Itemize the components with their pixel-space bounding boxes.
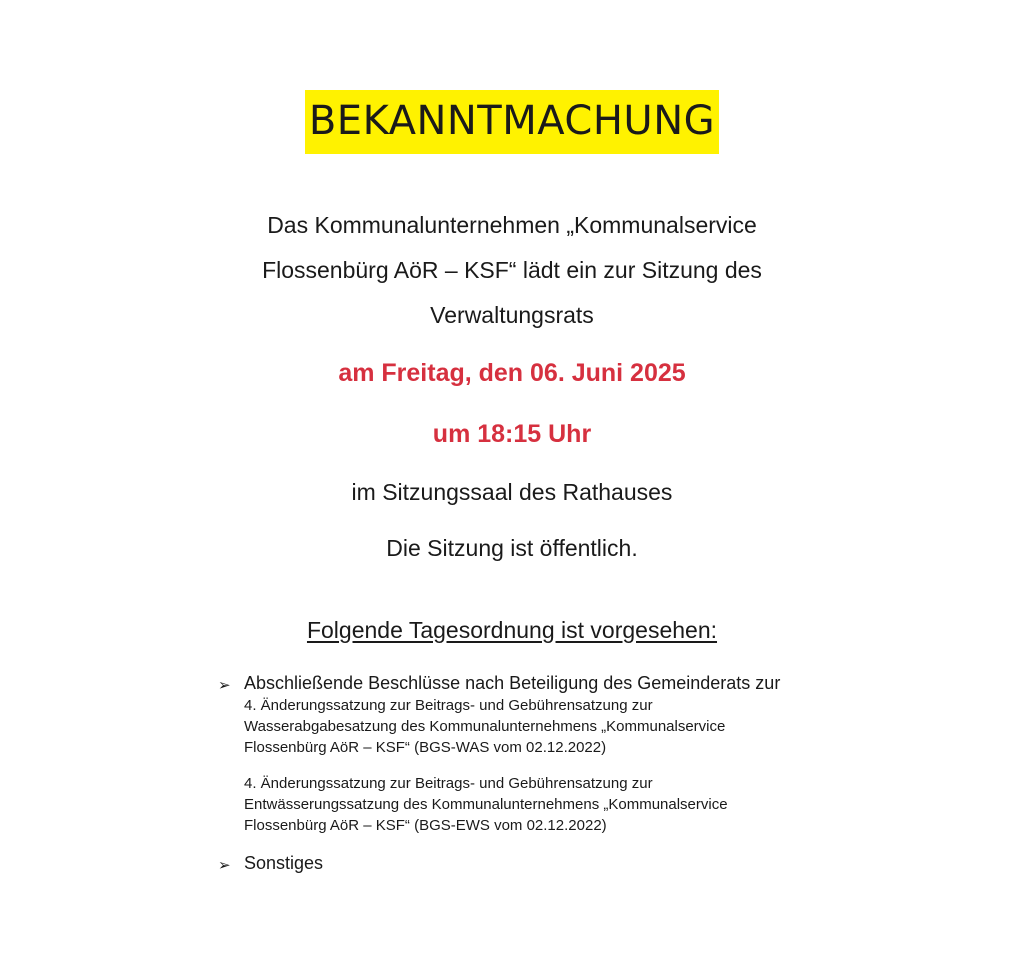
agenda-item-1-paragraph-1 (244, 695, 725, 758)
bullet-arrow-icon: ➢ (218, 677, 231, 694)
meeting-location: im Sitzungssaal des Rathauses (351, 479, 673, 505)
agenda-item-1: Abschließende Beschlüsse nach Beteiligung des Gemeinderats zur (244, 673, 781, 693)
intro-line-3: Verwaltungsrats (430, 302, 594, 328)
agenda-item-1-paragraph-2 (244, 773, 728, 836)
bullet-arrow-icon: ➢ (218, 857, 231, 874)
agenda-text-line: Entwässerungssatzung des Kommunalunternehmens „Kommunalservice (244, 796, 728, 813)
meeting-date: am Freitag, den 06. Juni 2025 (338, 359, 686, 387)
title-wrapper (0, 90, 1024, 154)
agenda-text-line: Flossenbürg AöR – KSF“ (BGS-WAS vom 02.12.2022) (244, 739, 607, 756)
public-note: Die Sitzung ist öffentlich. (386, 535, 638, 561)
page-title: BEKANNTMACHUNG (305, 90, 719, 154)
agenda-text-line: Wasserabgabesatzung des Kommunalunternehmens „Kommunalservice (244, 718, 726, 735)
agenda-text-line: Flossenbürg AöR – KSF“ (BGS-EWS vom 02.12.2022) (244, 817, 607, 834)
agenda-text-line: 4. Änderungssatzung zur Beitrags- und Gebührensatzung zur (244, 775, 653, 792)
intro-line-1: Das Kommunalunternehmen „Kommunalservice (267, 212, 757, 238)
meeting-time: um 18:15 Uhr (432, 420, 592, 448)
intro-line-2: Flossenbürg AöR – KSF“ lädt ein zur Sitzung des (262, 257, 762, 283)
agenda-item-2: Sonstiges (244, 853, 324, 873)
agenda-text-line: 4. Änderungssatzung zur Beitrags- und Gebührensatzung zur (244, 697, 653, 714)
agenda-heading: Folgende Tagesordnung ist vorgesehen: (306, 617, 718, 643)
